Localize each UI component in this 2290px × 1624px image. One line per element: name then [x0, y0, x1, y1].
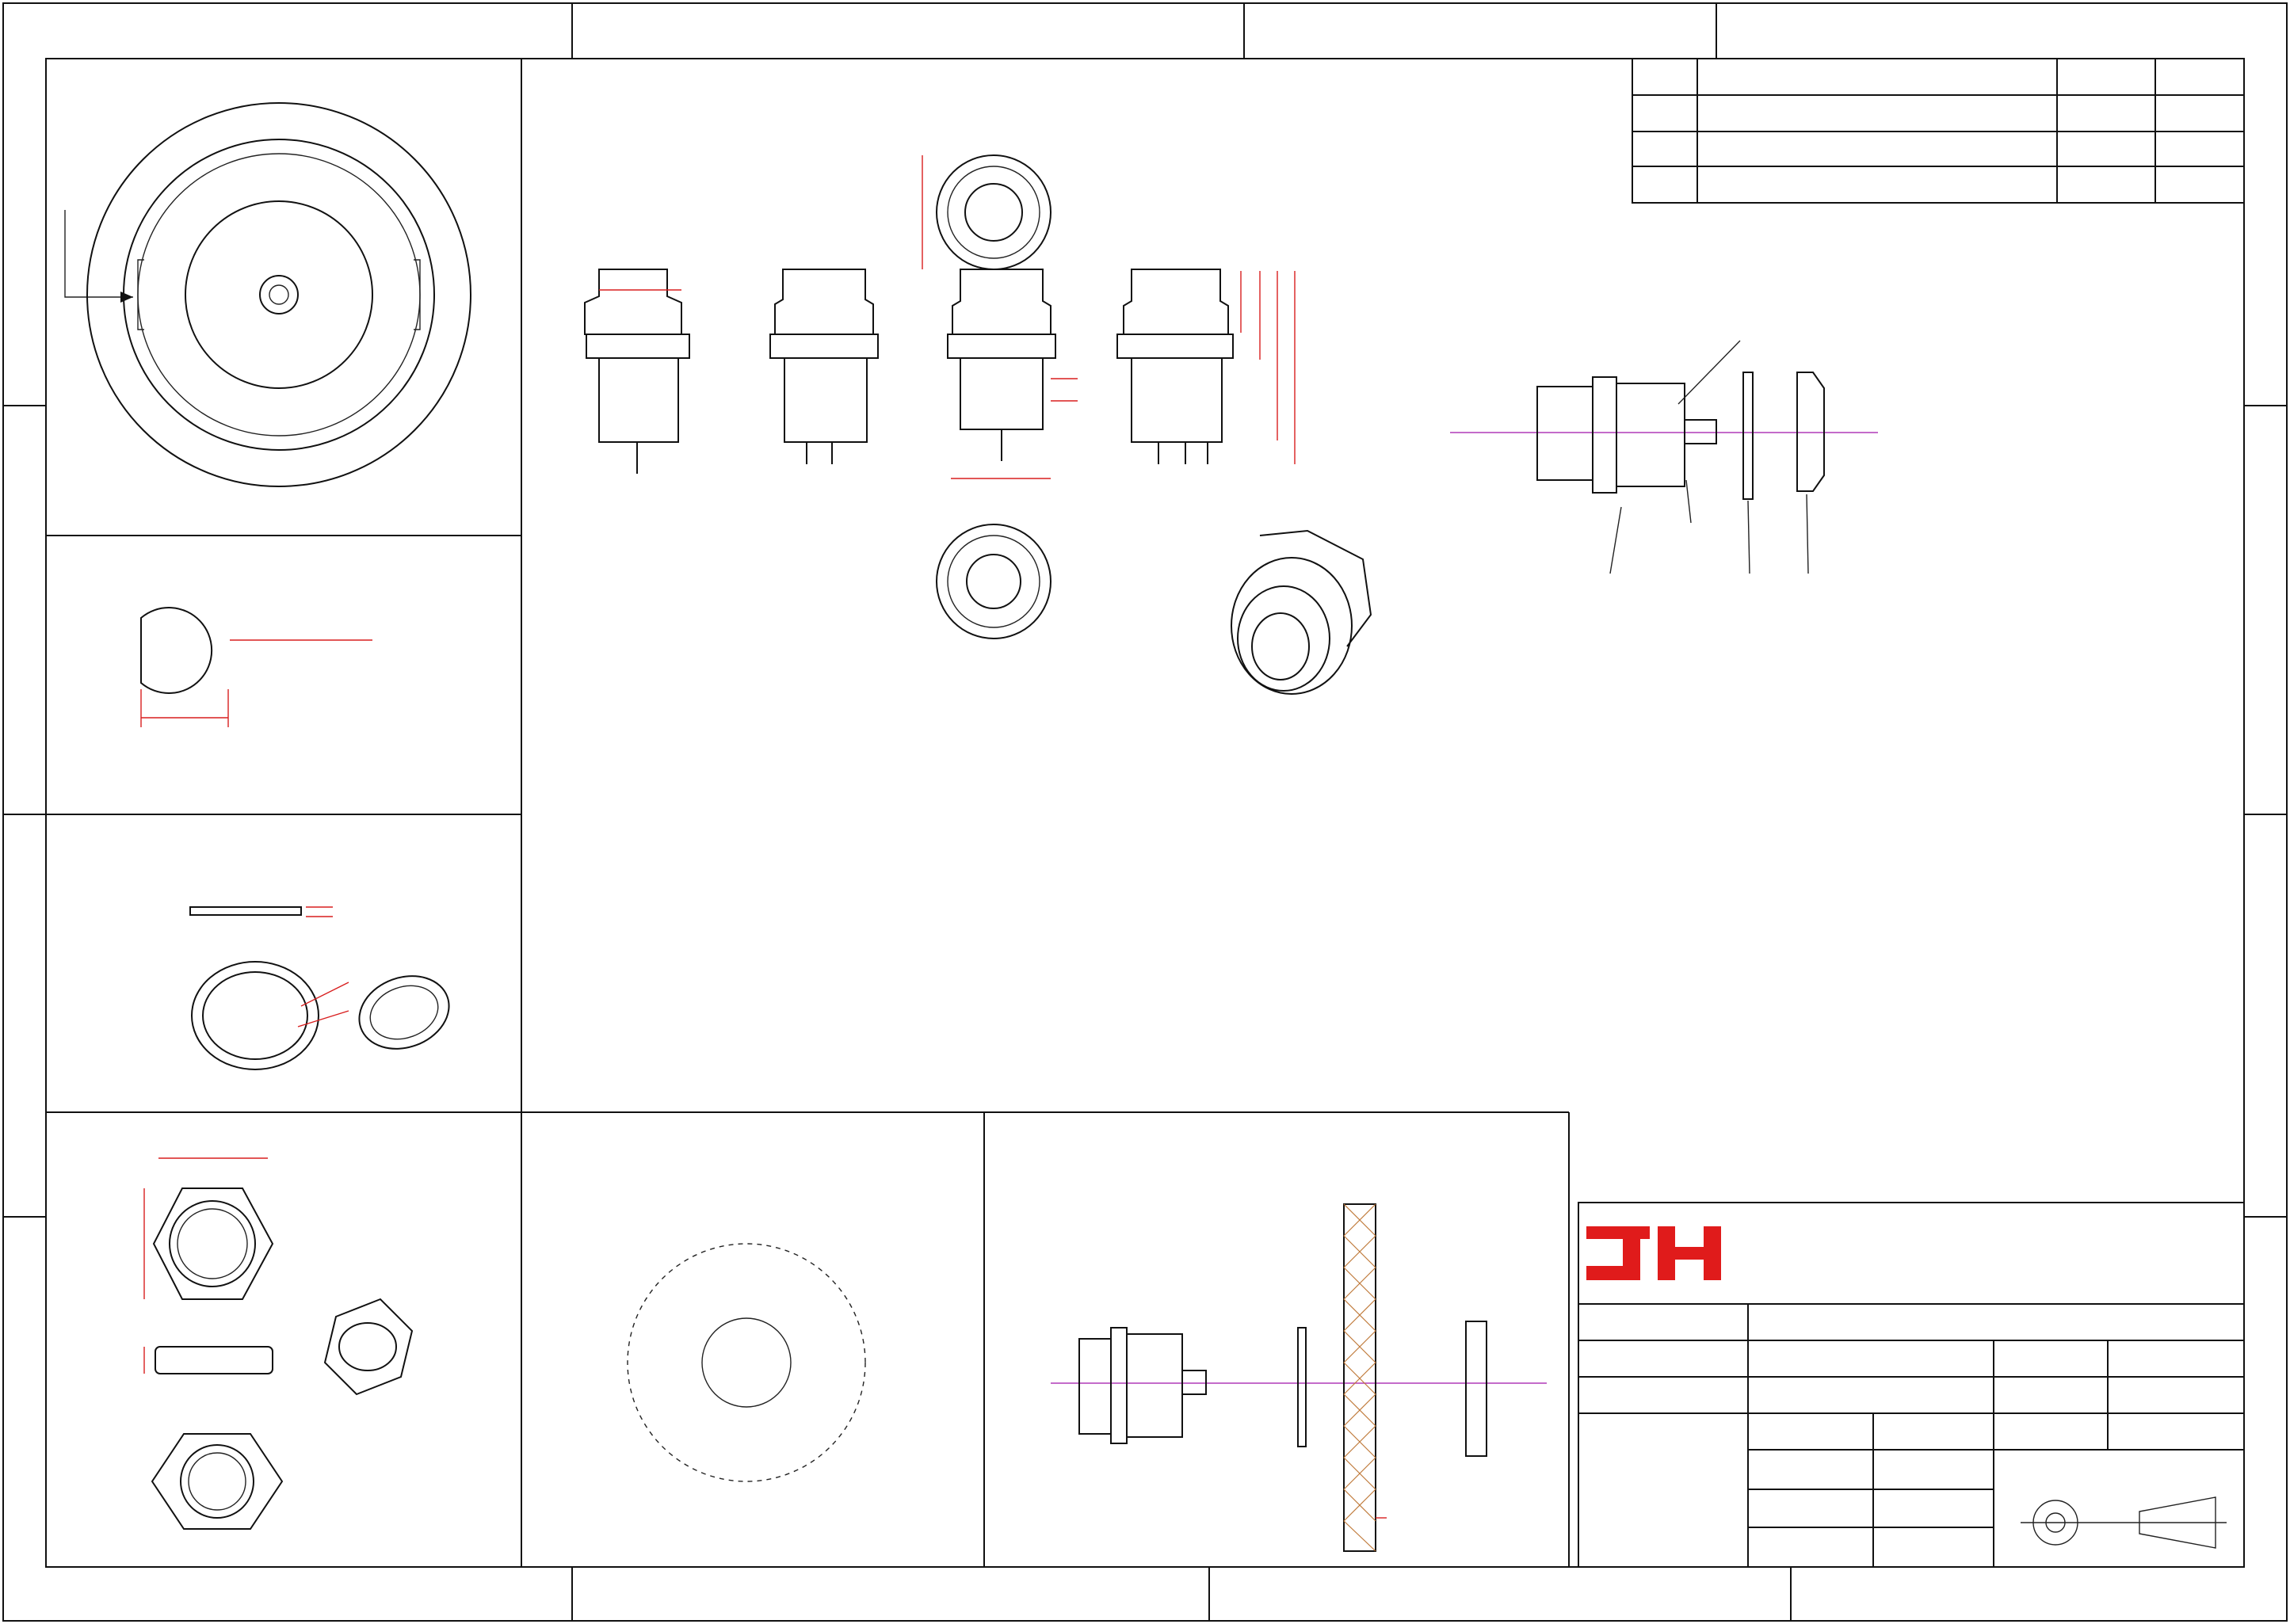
connector-views [585, 155, 1371, 694]
panel-nut [144, 1158, 412, 1529]
seals-ring [190, 907, 460, 1069]
panel-cutout [141, 608, 372, 727]
left-panels [46, 59, 1569, 1567]
title-block [1578, 1304, 2244, 1567]
company-logo [1586, 1226, 1721, 1280]
exploded-view [1450, 341, 1878, 574]
pin-array [260, 276, 298, 314]
company-block [1578, 1203, 2244, 1304]
projection-symbol [2021, 1497, 2227, 1548]
sheet-frame [3, 3, 2287, 1621]
installation-method [1051, 1204, 1547, 1551]
pin-8 [260, 276, 298, 314]
revision-table [1632, 59, 2244, 203]
pcb-cutout [628, 1244, 865, 1481]
front-view [65, 103, 471, 486]
